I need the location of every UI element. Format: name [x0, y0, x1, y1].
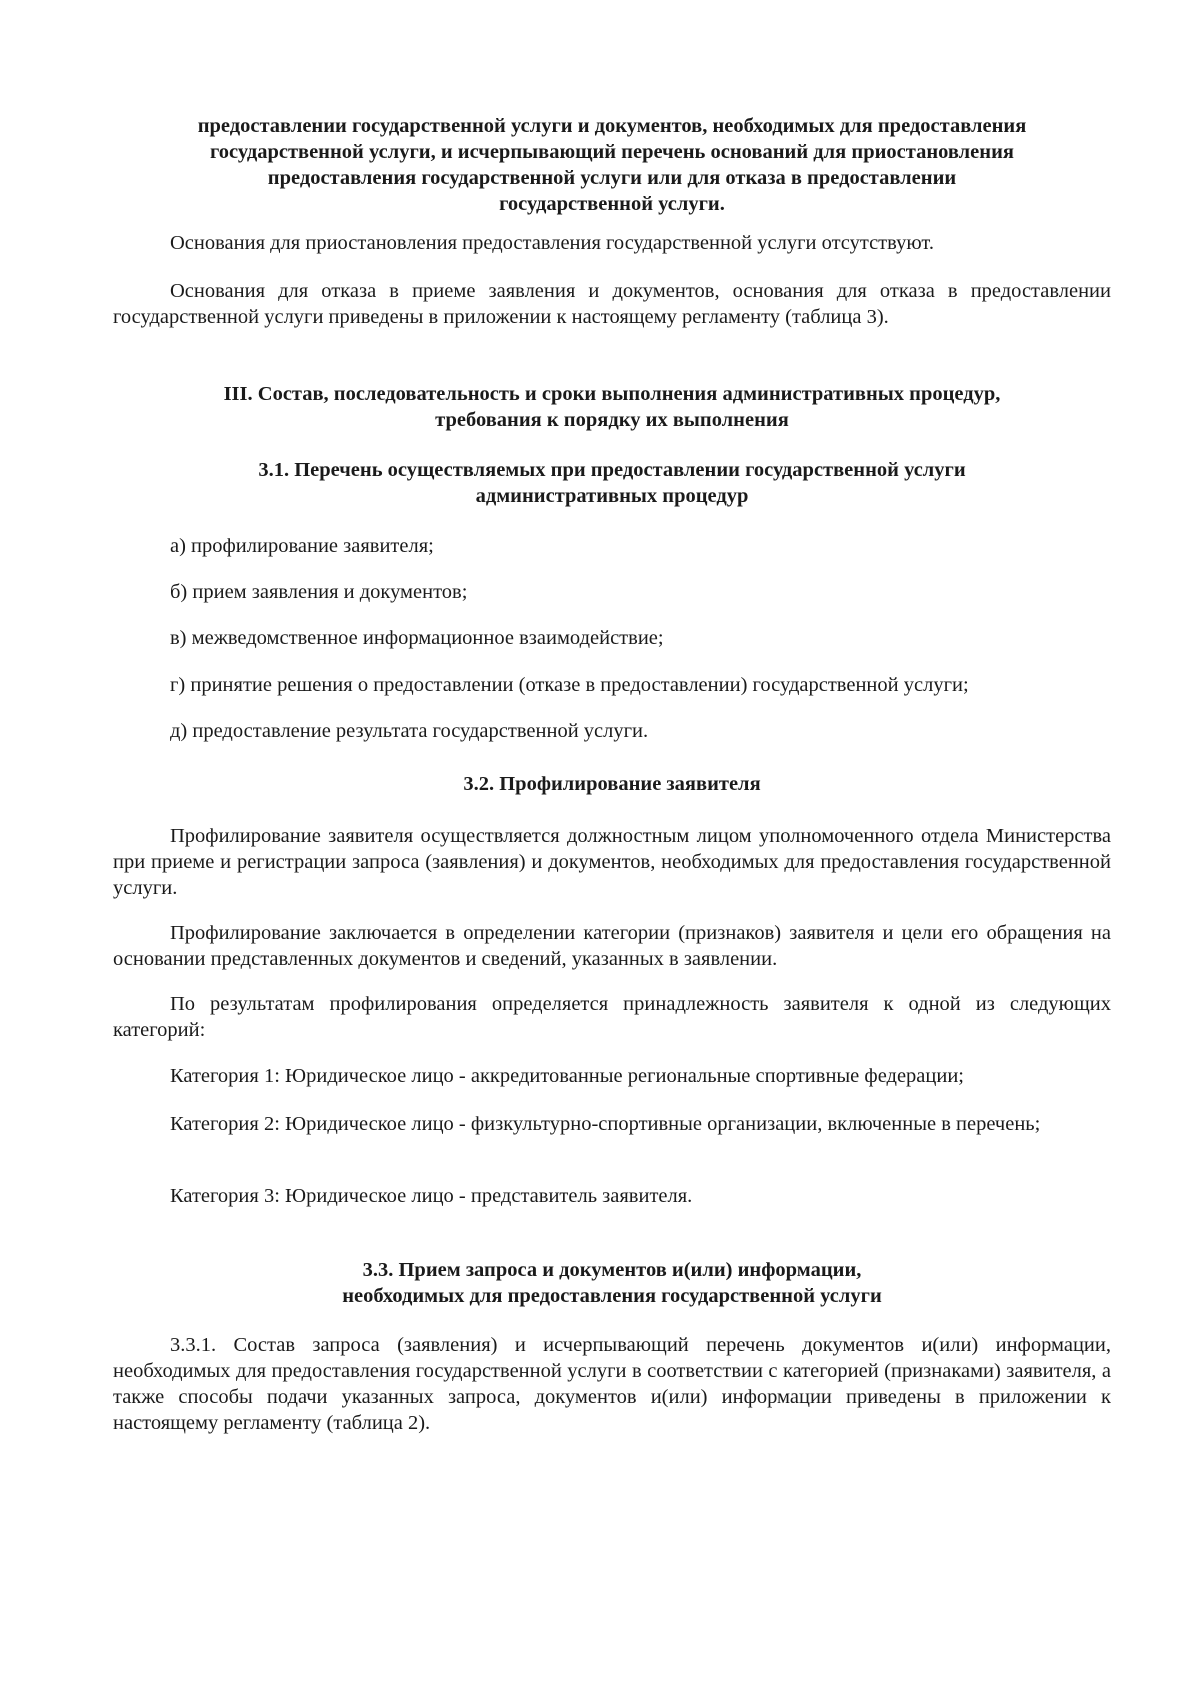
procedure-item: в) межведомственное информационное взаимодействие;: [170, 627, 664, 649]
paragraph-profiling-2: Профилирование заключается в определении категории (признаков) заявителя и цели его обращения на основании представленных документов и сведений, указанных в заявлении.: [113, 922, 1111, 970]
paragraph-3-3-1: 3.3.1. Состав запроса (заявления) и исчерпывающий перечень документов и(или) информации, необходимых для предоставления государственной услуги в соответствии с категорией (признаками) заявителя, а также способы подачи указанных запроса, документов и(или) информации приведены в приложении к настоящему регламенту (таблица 2).: [113, 1334, 1111, 1434]
procedure-item: г) принятие решения о предоставлении (отказе в предоставлении) государственной услуги;: [170, 674, 969, 696]
intro-heading-line: государственной услуги, и исчерпывающий перечень оснований для приостановления: [209, 141, 1014, 163]
paragraph-no-suspension: Основания для приостановления предоставления государственной услуги отсутствуют.: [170, 232, 934, 254]
paragraph-refusal-grounds: Основания для отказа в приеме заявления и документов, основания для отказа в предоставлении государственной услуги приведены в приложении к настоящему регламенту (таблица 3).: [113, 280, 1111, 328]
section-3-3-heading: [113, 1257, 1111, 1309]
category-item: Категория 3: Юридическое лицо - представитель заявителя.: [170, 1185, 693, 1207]
section-3-1-heading-line: 3.1. Перечень осуществляемых при предоставлении государственной услуги: [258, 459, 966, 481]
procedure-item: а) профилирование заявителя;: [170, 535, 434, 557]
section-iii-heading-line: требования к порядку их выполнения: [435, 409, 789, 431]
category-item: Категория 1: Юридическое лицо - аккредитованные региональные спортивные федерации;: [170, 1065, 965, 1087]
section-3-2-heading: 3.2. Профилирование заявителя: [463, 773, 761, 795]
procedure-item: б) прием заявления и документов;: [170, 581, 468, 603]
category-item: Категория 2: Юридическое лицо - физкультурно-спортивные организации, включенные в перечень;: [170, 1113, 1041, 1135]
intro-heading: [113, 113, 1111, 217]
paragraph-profiling-1: Профилирование заявителя осуществляется должностным лицом уполномоченного отдела Министерства при приеме и регистрации запроса (заявления) и документов, необходимых для предоставления государственной услуги.: [113, 825, 1111, 899]
section-iii-heading-line: III. Состав, последовательность и сроки выполнения административных процедур,: [223, 383, 1001, 405]
section-3-3-heading-line: необходимых для предоставления государственной услуги: [342, 1285, 882, 1307]
section-3-1-heading: [113, 457, 1111, 509]
section-3-1-heading-line: административных процедур: [475, 485, 749, 507]
section-3-3-heading-line: 3.3. Прием запроса и документов и(или) информации,: [362, 1259, 862, 1281]
intro-heading-line: предоставлении государственной услуги и документов, необходимых для предоставления: [197, 115, 1027, 137]
paragraph-profiling-3: По результатам профилирования определяется принадлежность заявителя к одной из следующих категорий:: [113, 993, 1111, 1041]
procedure-item: д) предоставление результата государственной услуги.: [170, 720, 649, 742]
intro-heading-line: государственной услуги.: [499, 193, 725, 215]
section-iii-heading: [113, 381, 1111, 433]
intro-heading-line: предоставления государственной услуги или для отказа в предоставлении: [267, 167, 957, 189]
